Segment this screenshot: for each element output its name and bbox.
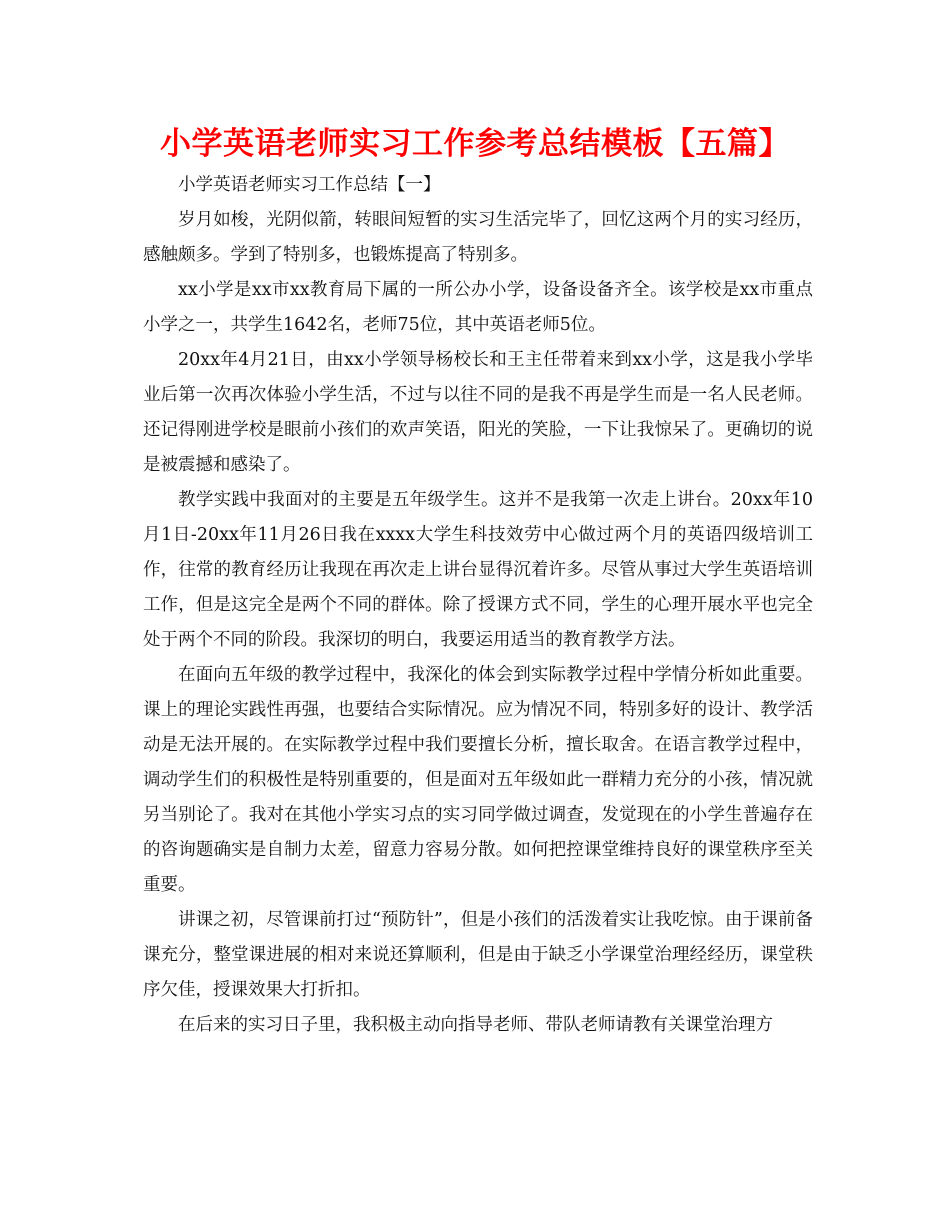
paragraph: 讲课之初，尽管课前打过“预防针”，但是小孩们的活泼着实让我吃惊。由于课前备课充分，整堂课进展的相对来说还算顺利，但是由于缺乏小学课堂治理经经历，课堂秩序欠佳，授课效果大打折扣。 bbox=[143, 910, 813, 1000]
document-body bbox=[143, 168, 813, 1043]
section-subheading: 小学英语老师实习工作总结【一】 bbox=[178, 175, 441, 195]
paragraph: 在后来的实习日子里，我积极主动向指导老师、带队老师请教有关课堂治理方 bbox=[178, 1015, 773, 1035]
paragraph: 教学实践中我面对的主要是五年级学生。这并不是我第一次走上讲台。20xx年10月1日-20xx年11月26日我在xxxx大学生科技效劳中心做过两个月的英语四级培训工作，往常的教育经历让我现在再次走上讲台显得沉着许多。尽管从事过大学生英语培训工作，但是这完全是两个不同的群体。除了授课方式不同，学生的心理开展水平也完全处于两个不同的阶段。我深切的明白，我要运用适当的教育教学方法。 bbox=[143, 490, 813, 650]
paragraph: 岁月如梭，光阴似箭，转眼间短暂的实习生活完毕了，回忆这两个月的实习经历，感触颇多。学到了特别多，也锻炼提高了特别多。 bbox=[143, 210, 813, 265]
paragraph: 在面向五年级的教学过程中，我深化的体会到实际教学过程中学情分析如此重要。课上的理论实践性再强，也要结合实际情况。应为情况不同，特别多好的设计、教学活动是无法开展的。在实际教学过程中我们要擅长分析，擅长取舍。在语言教学过程中，调动学生们的积极性是特别重要的，但是面对五年级如此一群精力充分的小孩，情况就另当别论了。我对在其他小学实习点的实习同学做过调查，发觉现在的小学生普遍存在的咨询题确实是自制力太差，留意力容易分散。如何把控课堂维持良好的课堂秩序至关重要。 bbox=[143, 665, 813, 895]
paragraph: 20xx年4月21日，由xx小学领导杨校长和王主任带着来到xx小学，这是我小学毕业后第一次再次体验小学生活，不过与以往不同的是我不再是学生而是一名人民老师。还记得刚进学校是眼前小孩们的欢声笑语，阳光的笑脸，一下让我惊呆了。更确切的说是被震撼和感染了。 bbox=[143, 350, 813, 475]
paragraph: xx小学是xx市xx教育局下属的一所公办小学，设备设备齐全。该学校是xx市重点小学之一，共学生1642名，老师75位，其中英语老师5位。 bbox=[143, 280, 813, 335]
document-title: 小学英语老师实习工作参考总结模板【五篇】 bbox=[160, 126, 790, 162]
